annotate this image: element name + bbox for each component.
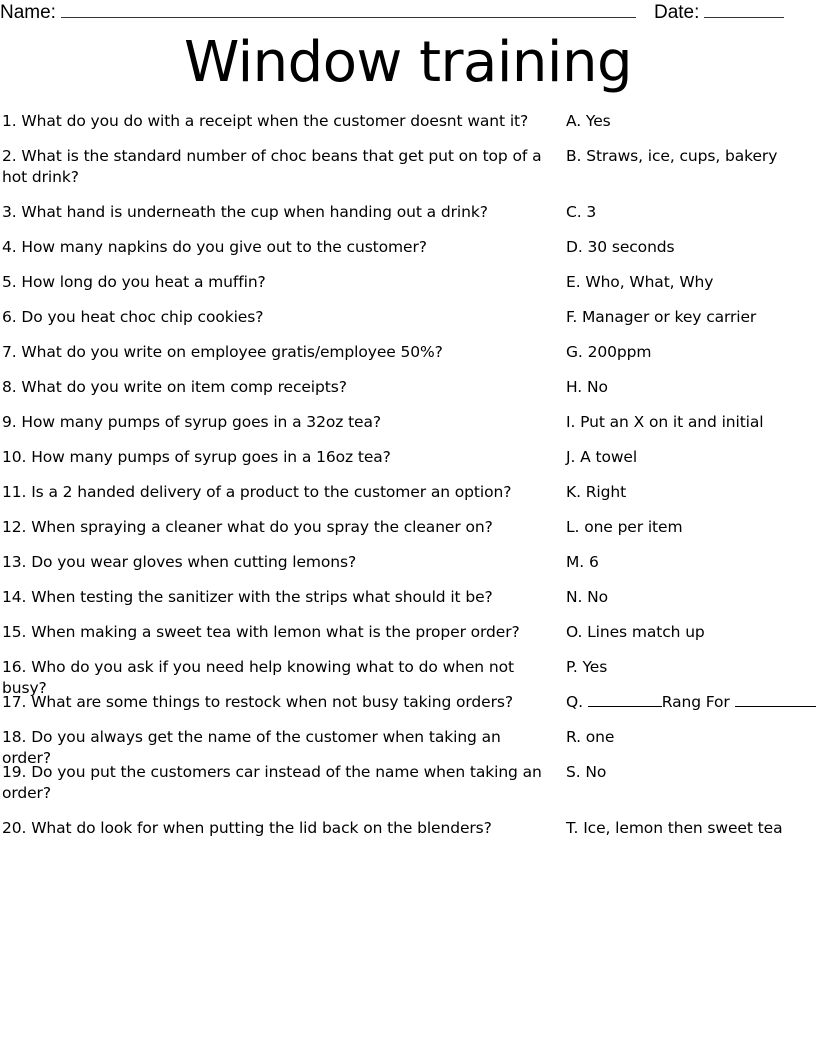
question-text: How many pumps of syrup goes in a 16oz tea? xyxy=(31,448,391,466)
matching-row xyxy=(0,552,816,573)
matching-row xyxy=(0,377,816,398)
answer-letter: S. xyxy=(566,763,581,781)
question-text: How many napkins do you give out to the customer? xyxy=(21,238,427,256)
question-number: 1. xyxy=(2,112,17,130)
matching-row xyxy=(0,727,816,767)
matching-row xyxy=(0,307,816,328)
question-item xyxy=(2,482,547,503)
question-number: 2. xyxy=(2,147,17,165)
matching-row xyxy=(0,342,816,363)
question-text: What are some things to restock when not busy taking orders? xyxy=(31,693,513,711)
answer-text: 3 xyxy=(586,203,597,221)
answer-text: 6 xyxy=(588,553,599,571)
question-text: What do look for when putting the lid back on the blenders? xyxy=(31,819,492,837)
answer-text: 200ppm xyxy=(587,343,652,361)
question-number: 18. xyxy=(2,728,27,746)
question-item xyxy=(2,692,547,713)
question-text: What is the standard number of choc beans that get put on top of a hot drink? xyxy=(2,147,542,186)
answer-text: Manager or key carrier xyxy=(581,308,757,326)
answer-item xyxy=(566,692,816,713)
answer-item xyxy=(566,412,816,433)
answer-letter: L. xyxy=(566,518,580,536)
answer-text: Yes xyxy=(582,658,608,676)
answer-letter: N. xyxy=(566,588,583,606)
question-item xyxy=(2,342,547,363)
answer-item xyxy=(566,818,816,839)
question-number: 6. xyxy=(2,308,17,326)
question-item xyxy=(2,272,547,293)
question-item xyxy=(2,377,547,398)
matching-row xyxy=(0,587,816,608)
answer-item xyxy=(566,552,816,573)
question-text: What do you do with a receipt when the customer doesnt want it? xyxy=(21,112,529,130)
answer-letter: T. xyxy=(566,819,579,837)
question-text: What hand is underneath the cup when handing out a drink? xyxy=(21,203,488,221)
name-label: Name: xyxy=(0,2,56,23)
answer-text: A towel xyxy=(580,448,638,466)
question-text: Who do you ask if you need help knowing what to do when not busy? xyxy=(2,658,514,697)
matching-row xyxy=(0,517,816,538)
question-item xyxy=(2,587,547,608)
answer-letter: K. xyxy=(566,483,581,501)
question-item xyxy=(2,307,547,328)
answer-letter: R. xyxy=(566,728,581,746)
answer-item xyxy=(566,307,816,328)
answer-item xyxy=(566,377,816,398)
matching-row xyxy=(0,622,816,643)
answer-letter: J. xyxy=(566,448,576,466)
matching-row xyxy=(0,272,816,293)
question-text: Do you always get the name of the customer when taking an order? xyxy=(2,728,501,767)
question-item xyxy=(2,447,547,468)
matching-row xyxy=(0,202,816,223)
answer-item xyxy=(566,482,816,503)
matching-row xyxy=(0,111,816,132)
answer-text: Ice, lemon then sweet tea xyxy=(583,819,783,837)
question-text: How long do you heat a muffin? xyxy=(21,273,266,291)
question-number: 4. xyxy=(2,238,17,256)
answer-letter: F. xyxy=(566,308,578,326)
answer-item xyxy=(566,727,816,748)
matching-row xyxy=(0,482,816,503)
answer-letter: E. xyxy=(566,273,581,291)
matching-row xyxy=(0,237,816,258)
answer-letter: P. xyxy=(566,658,578,676)
answer-letter: I. xyxy=(566,413,576,431)
question-number: 3. xyxy=(2,203,17,221)
answer-item xyxy=(566,762,816,783)
question-text: Do you heat choc chip cookies? xyxy=(21,308,264,326)
question-item xyxy=(2,146,547,188)
question-number: 11. xyxy=(2,483,27,501)
answer-item xyxy=(566,657,816,678)
question-number: 8. xyxy=(2,378,17,396)
question-number: 17. xyxy=(2,693,27,711)
answer-text: Who, What, Why xyxy=(585,273,714,291)
question-item xyxy=(2,412,547,433)
question-text: When making a sweet tea with lemon what is the proper order? xyxy=(31,623,520,641)
question-number: 12. xyxy=(2,518,27,536)
matching-row xyxy=(0,692,816,713)
answer-text: Straws, ice, cups, bakery xyxy=(586,147,778,165)
answer-text: Put an X on it and initial xyxy=(580,413,764,431)
question-number: 15. xyxy=(2,623,27,641)
question-number: 7. xyxy=(2,343,17,361)
name-input-line[interactable] xyxy=(61,4,636,18)
answer-item xyxy=(566,146,816,167)
question-number: 20. xyxy=(2,819,27,837)
question-item xyxy=(2,818,547,839)
answer-item xyxy=(566,587,816,608)
question-number: 19. xyxy=(2,763,27,781)
question-text: What do you write on item comp receipts? xyxy=(21,378,347,396)
answer-letter: Q. xyxy=(566,693,583,711)
answer-item xyxy=(566,622,816,643)
worksheet-header xyxy=(0,0,816,28)
answer-text: 30 seconds xyxy=(587,238,675,256)
matching-row xyxy=(0,657,816,697)
matching-list xyxy=(0,111,816,853)
answer-text: Right xyxy=(585,483,627,501)
answer-item xyxy=(566,342,816,363)
page-title: Window training xyxy=(183,30,633,95)
question-item xyxy=(2,552,547,573)
answer-letter: C. xyxy=(566,203,582,221)
answer-item xyxy=(566,272,816,293)
question-item xyxy=(2,237,547,258)
question-number: 16. xyxy=(2,658,27,676)
matching-row xyxy=(0,818,816,839)
answer-letter: M. xyxy=(566,553,585,571)
answer-text: one xyxy=(585,728,615,746)
question-text: Do you wear gloves when cutting lemons? xyxy=(31,553,357,571)
question-text: When testing the sanitizer with the strips what should it be? xyxy=(31,588,493,606)
question-item xyxy=(2,762,547,804)
answer-text: No xyxy=(587,588,609,606)
answer-letter: G. xyxy=(566,343,583,361)
question-item xyxy=(2,622,547,643)
answer-letter: A. xyxy=(566,112,582,130)
answer-item xyxy=(566,111,816,132)
answer-letter: B. xyxy=(566,147,582,165)
date-label: Date: xyxy=(653,2,700,23)
answer-blank-second[interactable] xyxy=(735,694,816,707)
matching-row xyxy=(0,146,816,188)
question-number: 10. xyxy=(2,448,27,466)
question-number: 5. xyxy=(2,273,17,291)
question-text: How many pumps of syrup goes in a 32oz tea? xyxy=(21,413,382,431)
answer-item xyxy=(566,447,816,468)
matching-row xyxy=(0,412,816,433)
answer-letter: D. xyxy=(566,238,583,256)
date-input-line[interactable] xyxy=(704,4,784,18)
answer-letter: O. xyxy=(566,623,583,641)
answer-blank-middle-text: Rang For xyxy=(661,693,730,711)
question-number: 14. xyxy=(2,588,27,606)
question-text: Do you put the customers car instead of the name when taking an order? xyxy=(2,763,542,802)
answer-blank-first[interactable] xyxy=(588,694,662,707)
question-item xyxy=(2,202,547,223)
question-text: What do you write on employee gratis/employee 50%? xyxy=(21,343,443,361)
answer-text: one per item xyxy=(584,518,683,536)
question-number: 13. xyxy=(2,553,27,571)
answer-letter: H. xyxy=(566,378,583,396)
question-text: Is a 2 handed delivery of a product to the customer an option? xyxy=(31,483,512,501)
answer-text: Lines match up xyxy=(587,623,705,641)
answer-text: No xyxy=(585,763,607,781)
answer-item xyxy=(566,202,816,223)
question-text: When spraying a cleaner what do you spray the cleaner on? xyxy=(31,518,493,536)
question-item xyxy=(2,517,547,538)
question-item xyxy=(2,111,547,132)
answer-text: Yes xyxy=(585,112,611,130)
matching-row xyxy=(0,447,816,468)
matching-row xyxy=(0,762,816,804)
answer-item xyxy=(566,237,816,258)
answer-item xyxy=(566,517,816,538)
answer-text: No xyxy=(586,378,608,396)
question-number: 9. xyxy=(2,413,17,431)
